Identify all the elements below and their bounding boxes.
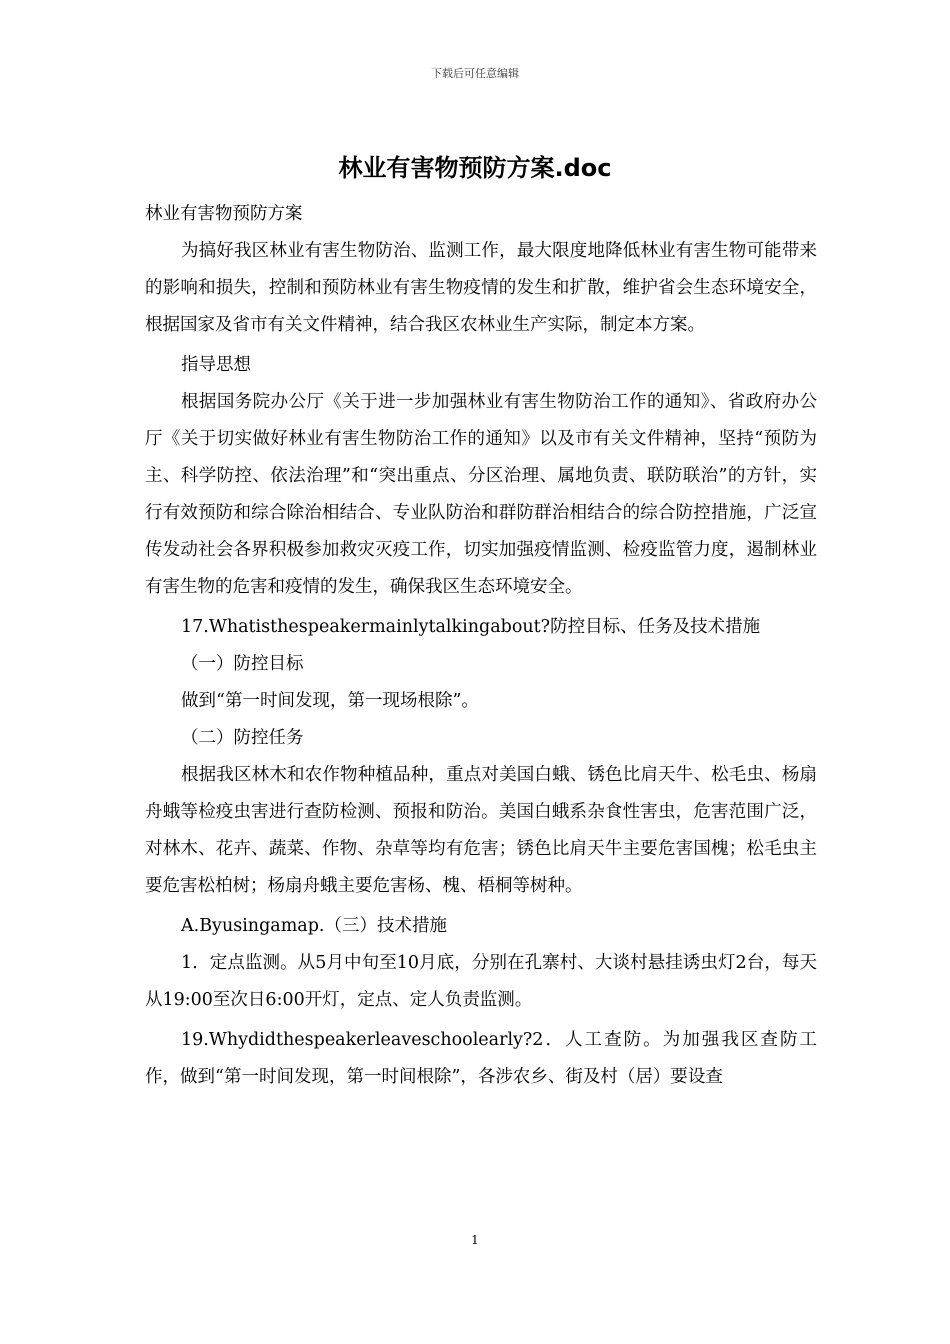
subheading-control-target: （一）防控目标	[181, 654, 304, 674]
page-header-note: 下载后可任意编辑	[431, 67, 519, 80]
paragraph-fixed-point-monitoring: 1．定点监测。从5月中旬至10月底，分别在孔寨村、大谈村悬挂诱虫灯2台，每天从19:00至次日6:00开灯，定点、定人负责监测。	[145, 953, 817, 1010]
paragraph-manual-inspection: 19.Whydidthespeakerleaveschoolearly?2．人工查防。为加强我区查防工作，做到“第一时间发现，第一时间根除”，各涉农乡、街及村（居）要设查	[145, 1030, 817, 1087]
subheading-control-tasks: （二）防控任务	[181, 728, 304, 748]
paragraph-intro: 为搞好我区林业有害生物防治、监测工作，最大限度地降低林业有害生物可能带来的影响和损失，控制和预防林业有害生物疫情的发生和扩散，维护省会生态环境安全，根据国家及省市有关文件精神，结合我区农林业生产实际，制定本方案。	[145, 241, 817, 335]
paragraph-control-tasks: 根据我区林木和农作物种植品种，重点对美国白蛾、锈色比肩天牛、松毛虫、杨扇舟蛾等检疫虫害进行查防检测、预报和防治。美国白蛾系杂食性害虫，危害范围广泛，对林木、花卉、蔬菜、作物、杂草等均有危害；锈色比肩天牛主要危害国槐；松毛虫主要危害松柏树；杨扇舟蛾主要危害杨、槐、梧桐等树种。	[145, 765, 817, 896]
page-number: 1	[471, 1233, 479, 1247]
document-title: 林业有害物预防方案.doc	[338, 154, 612, 182]
paragraph-subtitle: 林业有害物预防方案	[145, 204, 303, 224]
document-body	[145, 196, 817, 1096]
paragraph-guiding-thought: 根据国务院办公厅《关于进一步加强林业有害生物防治工作的通知》、省政府办公厅《关于切实做好林业有害生物防治工作的通知》以及市有关文件精神，坚持“预防为主、科学防控、依法治理”和“突出重点、分区治理、属地负责、联防联治”的方针，实行有效预防和综合除治相结合、专业队防治和群防群治相结合的综合防控措施，广泛宣传发动社会各界积极参加救灾灭疫工作，切实加强疫情监测、检疫监管力度，遏制林业有害生物的危害和疫情的发生，确保我区生态环境安全。	[145, 392, 817, 597]
subheading-technical-measures: A.Byusingamap.（三）技术措施	[181, 916, 447, 936]
section-heading-targets-tasks: 17.Whatisthespeakermainlytalkingabout?防控目标、任务及技术措施	[181, 617, 761, 637]
section-heading-guiding-thought: 指导思想	[181, 355, 251, 375]
paragraph-control-target: 做到“第一时间发现，第一现场根除”。	[181, 691, 479, 711]
